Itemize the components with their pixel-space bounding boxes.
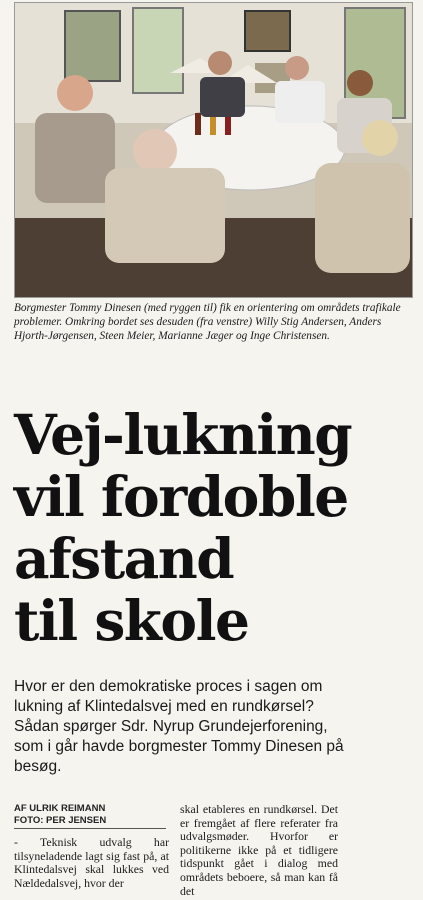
byline-divider	[14, 828, 166, 829]
headline-line-3: afstand	[14, 526, 234, 591]
body-column-2: skal etableres en rundkørsel. Det er fremgået af flere referater fra udvalgsmøder. Hvorfor er politikerne ikke på et tidligere tidspunkt gået i dialog med områdets beboere, så man kan få det	[180, 802, 338, 898]
byline	[14, 803, 164, 827]
headline-line-4: til skole	[14, 588, 249, 653]
body-column-1: - Teknisk udvalg har tilsyneladende lagt sig fast på, at Klintedalsvej skal lukkes ved Nældedalsvej, hvor der	[14, 835, 169, 890]
lead-paragraph: Hvor er den demokratiske proces i sagen om lukning af Klintedalsvej med en rundkørsel? Sådan spørger Sdr. Nyrup Grundejerforening, som i går havde borgmester Tommy Dinesen på besøg.	[14, 678, 344, 775]
article-photo	[14, 2, 413, 298]
photo-illustration	[15, 3, 412, 297]
headline-line-2: vil fordoble	[14, 464, 348, 529]
headline	[14, 404, 414, 652]
photo-caption: Borgmester Tommy Dinesen (med ryggen til) fik en orientering om områdets trafikale problemer. Omkring bordet ses desuden (fra venstre) Willy Stig Andersen, Anders Hjorth-Jørgensen, Steen Meier, Marianne Jæger og Inge Christensen.	[14, 302, 401, 342]
byline-photographer: FOTO: PER JENSEN	[14, 815, 107, 826]
headline-line-1: Vej-lukning	[14, 402, 352, 467]
byline-author: AF ULRIK REIMANN	[14, 803, 106, 814]
